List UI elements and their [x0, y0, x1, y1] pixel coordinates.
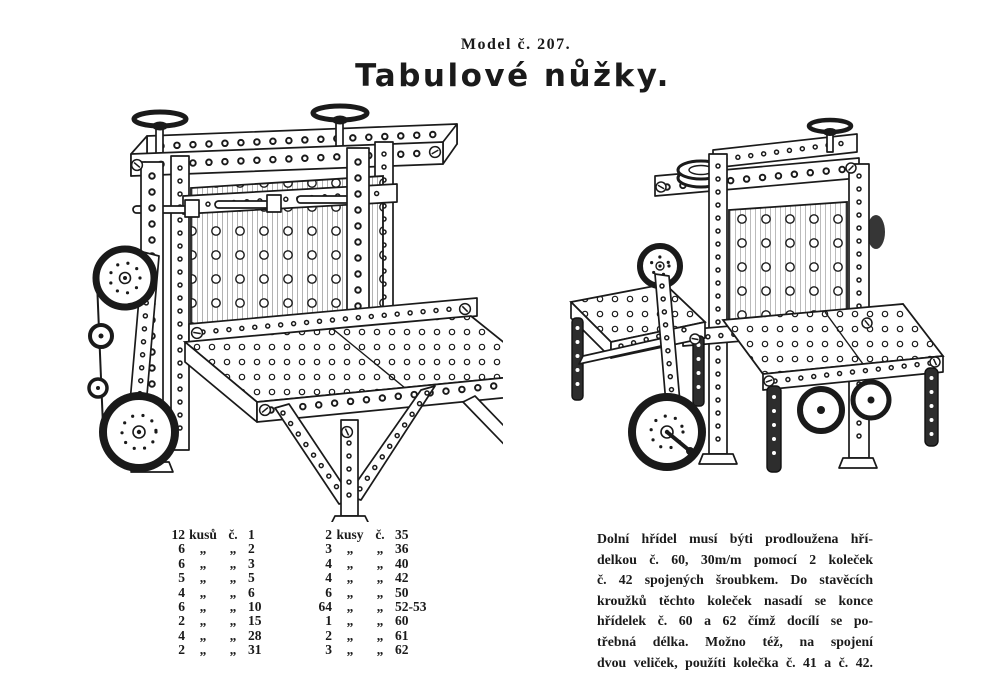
part-number: 40 — [395, 555, 409, 571]
part-no-label: „ — [376, 613, 384, 629]
part-no-label: č. — [375, 527, 385, 542]
part-unit: „ — [346, 541, 354, 557]
part-unit: „ — [346, 627, 354, 643]
part-no-label: „ — [376, 555, 384, 571]
part-qty: 2 — [325, 527, 332, 542]
assembly-note-line: dvou veliček, použíti kolečka č. 41 a č. 42. — [597, 654, 873, 670]
part-qty: 3 — [325, 541, 332, 557]
parts-list-row — [155, 628, 262, 642]
parts-list-row — [302, 541, 427, 555]
part-number: 5 — [248, 570, 255, 586]
part-qty: 6 — [178, 598, 185, 614]
lower-pulley-wheel — [103, 396, 175, 468]
part-no-label: „ — [229, 642, 237, 658]
part-qty: 4 — [325, 570, 332, 586]
part-unit: „ — [199, 584, 207, 600]
part-unit: „ — [199, 570, 207, 586]
part-number: 61 — [395, 627, 409, 643]
assembly-note — [597, 529, 873, 673]
part-qty: 6 — [178, 555, 185, 571]
model-number-label: Model č. 207. — [460, 36, 572, 53]
part-no-label: „ — [229, 613, 237, 629]
part-unit: „ — [346, 584, 354, 600]
assembly-note-line: kroužků těchto koleček nasadí se konce — [597, 592, 873, 608]
part-unit: „ — [199, 613, 207, 629]
assembly-note-line: hřídelek č. 60 a 62 čímž docílí se po- — [597, 613, 873, 629]
part-qty: 5 — [178, 570, 185, 586]
table-right-leg — [463, 394, 503, 494]
part-qty: 6 — [178, 541, 185, 557]
drive-wheel — [632, 397, 702, 467]
part-number: 36 — [395, 541, 409, 557]
part-qty: 3 — [325, 642, 332, 658]
part-unit: „ — [346, 642, 354, 658]
parts-list-row — [302, 585, 427, 599]
part-no-label: „ — [229, 584, 237, 600]
part-qty: 4 — [178, 584, 185, 600]
part-qty: 64 — [318, 598, 332, 614]
part-qty: 1 — [325, 613, 332, 629]
bolt-head — [689, 333, 701, 345]
parts-list-row — [155, 541, 262, 555]
assembly-note-line: třebná délka. Možno též, na spojení — [597, 633, 873, 649]
part-number: 10 — [248, 598, 262, 614]
parts-list-row — [302, 599, 427, 613]
part-number: 52-53 — [395, 598, 427, 614]
figure-rear-view — [563, 112, 963, 542]
part-unit: „ — [199, 541, 207, 557]
part-number: 2 — [248, 541, 255, 557]
parts-list-row — [155, 642, 262, 656]
upper-pulley-wheel — [96, 249, 154, 307]
parts-list-left-column — [155, 527, 262, 657]
part-no-label: „ — [376, 584, 384, 600]
part-unit: „ — [346, 613, 354, 629]
part-no-label: č. — [228, 527, 238, 542]
part-unit: „ — [199, 642, 207, 658]
part-unit: „ — [199, 555, 207, 571]
part-no-label: „ — [229, 555, 237, 571]
part-number: 50 — [395, 584, 409, 600]
parts-list-row — [302, 556, 427, 570]
part-qty: 4 — [325, 555, 332, 571]
part-qty: 2 — [325, 627, 332, 643]
part-no-label: „ — [376, 598, 384, 614]
part-number: 31 — [248, 642, 262, 658]
parts-list-row — [302, 613, 427, 627]
part-no-label: „ — [376, 570, 384, 586]
part-no-label: „ — [229, 570, 237, 586]
part-number: 1 — [248, 527, 255, 542]
part-unit: kusů — [189, 527, 217, 542]
parts-list-row — [155, 585, 262, 599]
part-no-label: „ — [376, 642, 384, 658]
part-number: 15 — [248, 613, 262, 629]
part-no-label: „ — [229, 541, 237, 557]
part-qty: 12 — [171, 527, 185, 542]
part-no-label: „ — [376, 541, 384, 557]
part-qty: 6 — [325, 584, 332, 600]
part-number: 62 — [395, 642, 409, 658]
assembly-note-line: č. 42 spojených šroubkem. Do stavěcích — [597, 572, 873, 588]
assembly-note-line: delkou č. 60, 30m/m pomocí 2 koleček — [597, 551, 873, 567]
parts-list-row — [155, 570, 262, 584]
parts-list-row — [302, 642, 427, 656]
part-no-label: „ — [229, 598, 237, 614]
part-number: 6 — [248, 584, 255, 600]
part-number: 42 — [395, 570, 409, 586]
part-unit: „ — [346, 555, 354, 571]
parts-list-row — [302, 628, 427, 642]
right-table — [723, 304, 943, 472]
parts-list-right-column — [302, 527, 427, 657]
part-number: 28 — [248, 627, 262, 643]
part-unit: „ — [199, 627, 207, 643]
part-no-label: „ — [229, 627, 237, 643]
parts-list-row — [302, 527, 427, 541]
assembly-note-line: Dolní hřídel musí býti prodloužena hří- — [597, 531, 873, 546]
parts-list-row — [155, 613, 262, 627]
figure-front-view — [85, 100, 503, 522]
parts-list-row — [302, 570, 427, 584]
part-number: 35 — [395, 527, 409, 542]
page-title: Tabulové nůžky. — [355, 58, 671, 94]
part-unit: kusy — [336, 527, 364, 542]
parts-list-row — [155, 527, 262, 541]
part-unit: „ — [199, 598, 207, 614]
part-qty: 2 — [178, 613, 185, 629]
part-no-label: „ — [376, 627, 384, 643]
part-qty: 4 — [178, 627, 185, 643]
belt — [97, 282, 103, 426]
part-unit: „ — [346, 598, 354, 614]
part-qty: 2 — [178, 642, 185, 658]
parts-list-row — [155, 556, 262, 570]
part-number: 3 — [248, 555, 255, 571]
parts-list-row — [155, 599, 262, 613]
part-number: 60 — [395, 613, 409, 629]
part-unit: „ — [346, 570, 354, 586]
